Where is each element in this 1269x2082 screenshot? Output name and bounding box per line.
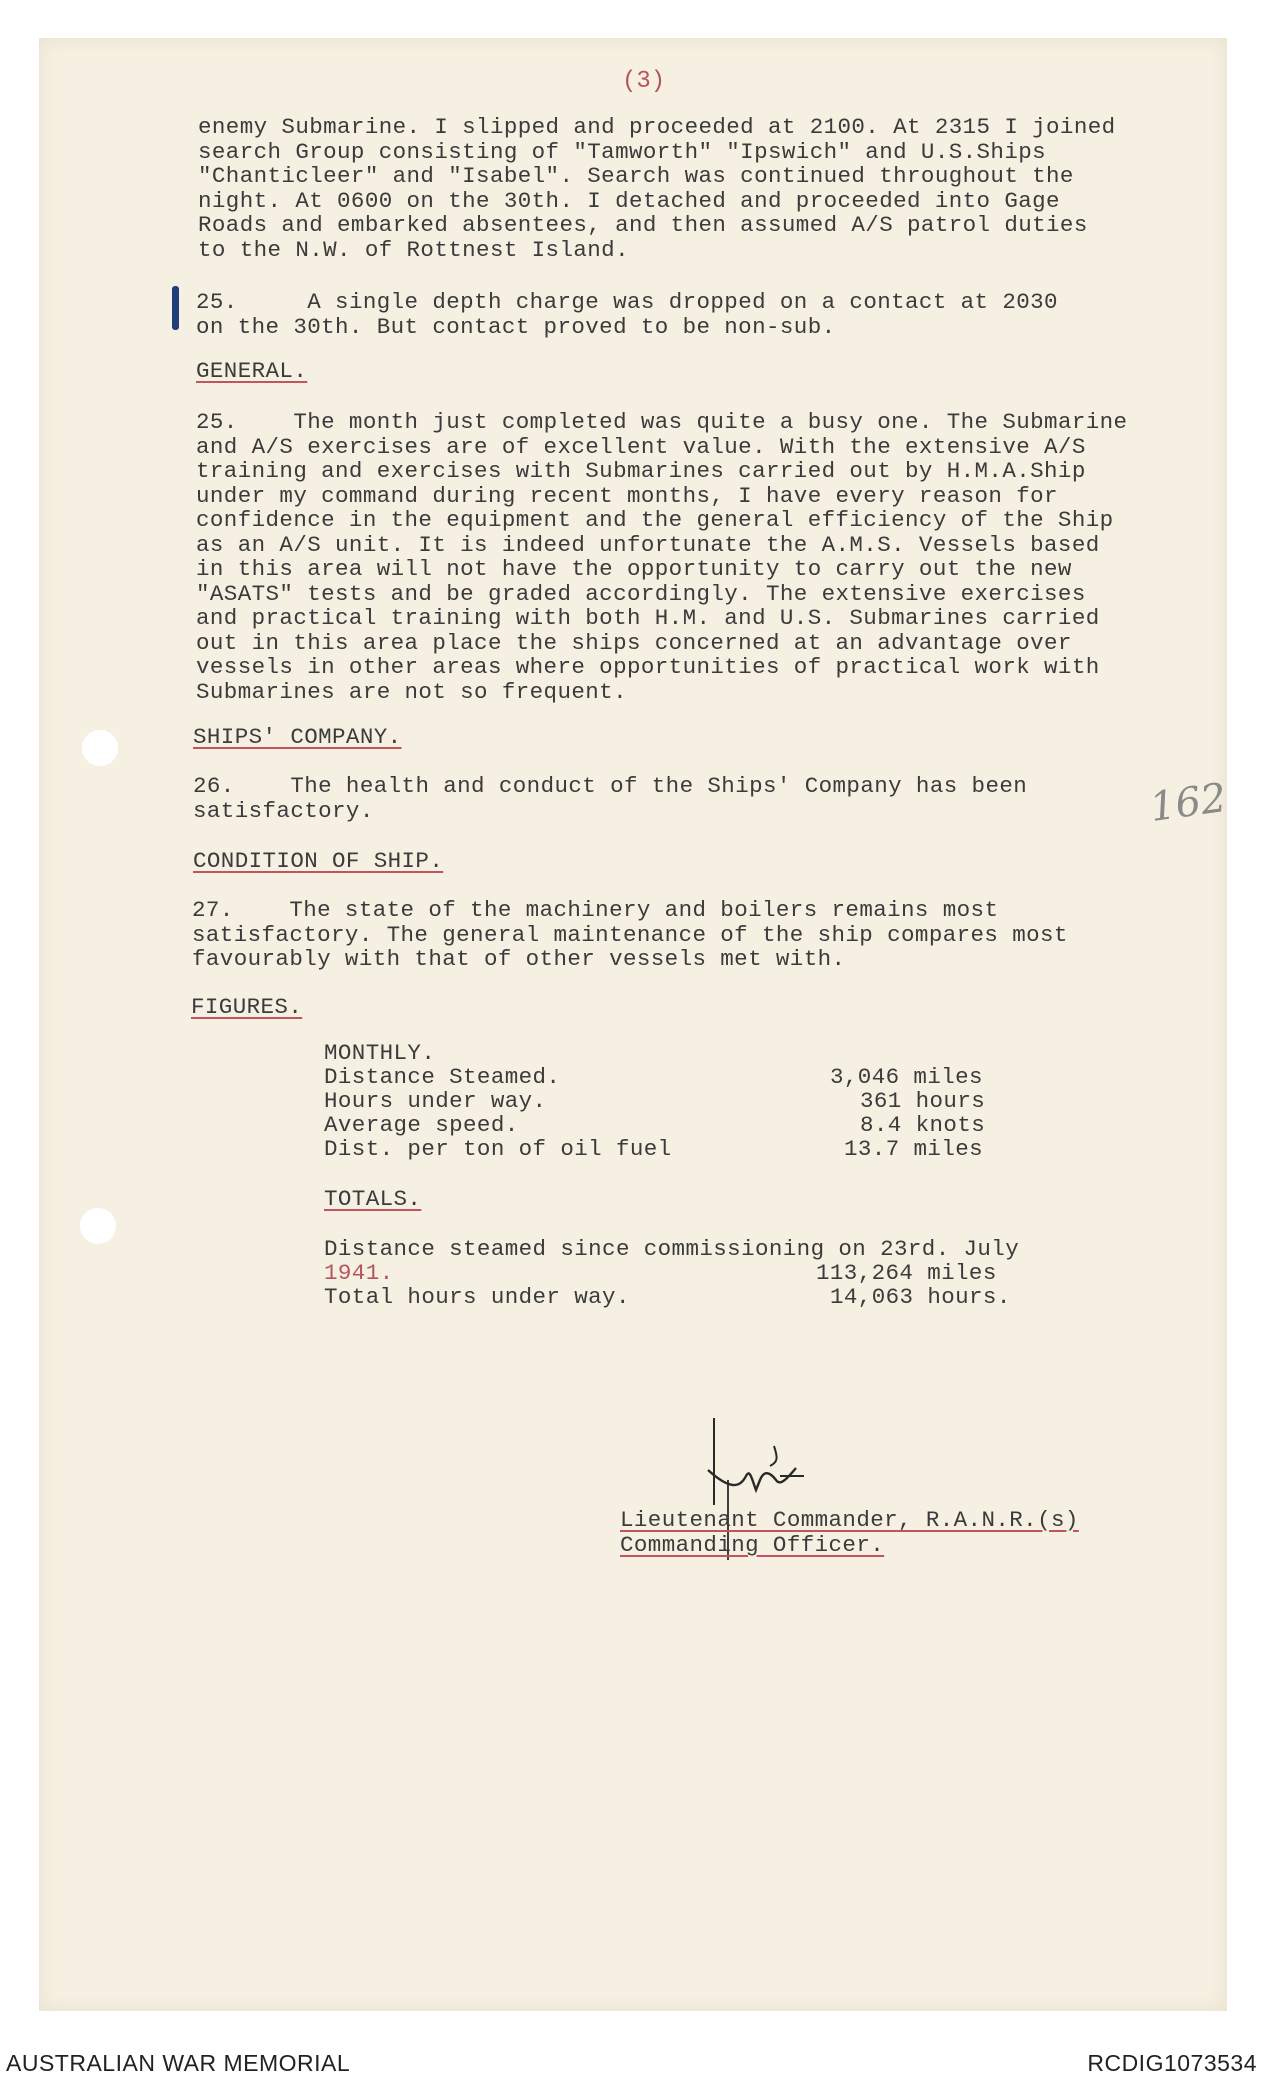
totals-label: TOTALS. — [324, 1186, 422, 1212]
footer-source: AUSTRALIAN WAR MEMORIAL — [6, 2050, 351, 2076]
paragraph-27 — [192, 898, 1068, 972]
paragraph-text: and A/S exercises are of excellent value. With the extensive A/S training and exercises with Submarines carried out by H.M.A.Ship under my command during recent months, I have every reason for confidence in the equipment and the general efficiency of the Ship as an A/S unit. It is indeed unfortunate the A.M.S. Vessels based in this area will not have the opportunity to carry out the new "ASATS" tests and be graded accordingly. The extensive exercises and practical training with both H.M. and U.S. Submarines carried out in this area place the ships concerned at an advantage over vessels in other areas where opportunities of practical work with Submarines are not so frequent. — [196, 433, 1114, 705]
figure-value: 14,063 hours. — [830, 1284, 1011, 1310]
paragraph-text: satisfactory. — [193, 797, 374, 824]
figure-label: Average speed. — [324, 1112, 519, 1138]
footer-id: RCDIG1073534 — [1087, 2050, 1257, 2076]
page-number: (3) — [622, 68, 666, 95]
heading-general: GENERAL. — [196, 358, 308, 384]
paragraph-text: satisfactory. The general maintenance of the ship compares most favourably with that of other vessels met with. — [192, 921, 1068, 972]
figure-value: 3,046 miles — [830, 1064, 983, 1090]
figure-label: Distance Steamed. — [324, 1064, 561, 1090]
figure-value: 361 hours — [860, 1088, 986, 1114]
punch-hole-bottom — [80, 1208, 116, 1244]
figure-label: Hours under way. — [324, 1088, 547, 1114]
heading-condition-of-ship: CONDITION OF SHIP. — [193, 848, 444, 874]
totals-year: 1941. — [324, 1260, 394, 1286]
figure-label: Dist. per ton of oil fuel — [324, 1136, 672, 1162]
paragraph-25b — [196, 410, 1127, 704]
paragraph-number: 26. — [193, 773, 235, 799]
figure-value: 8.4 knots — [860, 1112, 986, 1138]
signature-role: Commanding Officer. — [620, 1532, 885, 1558]
signature-rank: Lieutenant Commander, R.A.N.R.(s) — [620, 1507, 1079, 1533]
paragraph-number: 27. — [192, 897, 234, 923]
paragraph-number: 25. — [196, 289, 238, 315]
heading-ships-company: SHIPS' COMPANY. — [193, 724, 402, 750]
figure-value: 13.7 miles — [844, 1136, 984, 1162]
margin-marker — [172, 286, 179, 330]
paragraph-text: The state of the machinery and boilers remains most — [289, 897, 999, 923]
paragraph-25a — [196, 290, 1058, 339]
signature-block — [620, 1508, 1079, 1558]
paragraph-number: 25. — [196, 409, 238, 435]
figure-label: Total hours under way. — [324, 1284, 630, 1310]
heading-figures: FIGURES. — [191, 994, 303, 1020]
paragraph-text: on the 30th. But contact proved to be non-sub. — [196, 313, 836, 340]
totals-text: Distance steamed since commissioning on 23rd. July — [324, 1236, 1020, 1262]
monthly-label: MONTHLY. — [324, 1040, 436, 1066]
paragraph-text: A single depth charge was dropped on a contact at 2030 — [307, 289, 1058, 315]
punch-hole-top — [82, 730, 118, 766]
margin-annotation: 162 — [1147, 774, 1230, 832]
paragraph-text: The month just completed was quite a busy one. The Submarine — [293, 409, 1128, 435]
paragraph-intro: enemy Submarine. I slipped and proceeded at 2100. At 2315 I joined search Group consisting of "Tamworth" "Ipswich" and U.S.Ships "Chanticleer" and "Isabel". Search was continued throughout the night. At 0600 on the 30th. I detached and proceeded into Gage Roads and embarked absentees, and then assumed A/S patrol duties to the N.W. of Rottnest Island. — [198, 114, 1116, 263]
paragraph-text: The health and conduct of the Ships' Company has been — [290, 773, 1028, 799]
paragraph-26 — [193, 774, 1027, 823]
figure-value: 113,264 miles — [816, 1260, 997, 1286]
